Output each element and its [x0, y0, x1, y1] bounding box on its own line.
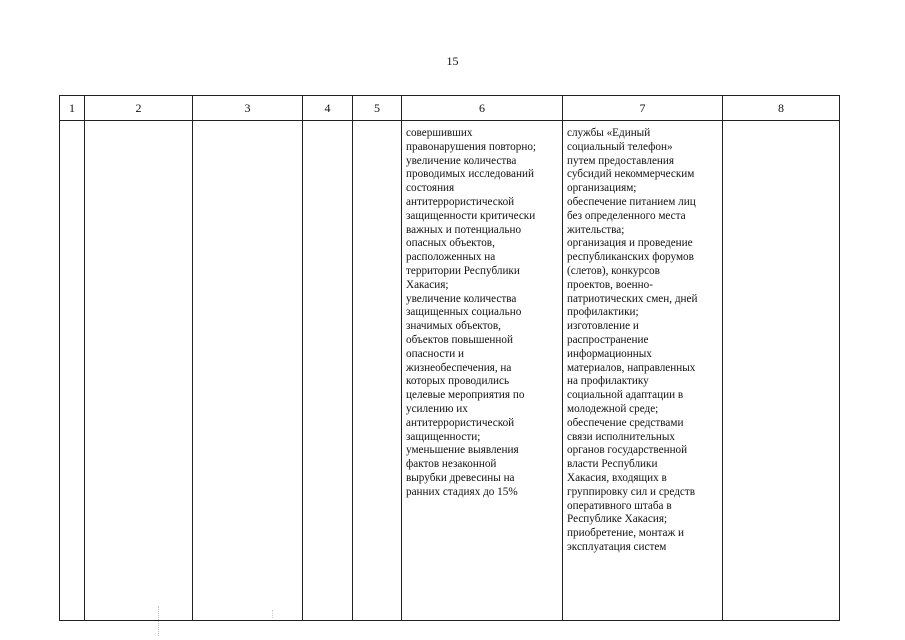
- cell-col8: [723, 121, 840, 621]
- scan-artifact: [158, 606, 160, 636]
- cell-col1: [60, 121, 85, 621]
- scan-artifact: [272, 610, 274, 618]
- page-number: 15: [446, 54, 459, 68]
- cell-col3: [193, 121, 303, 621]
- cell-col6-indicators: [402, 121, 563, 621]
- column-header-5: 5: [353, 96, 402, 121]
- column-header-8: 8: [723, 96, 840, 121]
- table-header-row: [60, 96, 840, 121]
- column-header-7: 7: [563, 96, 723, 121]
- table-row: [60, 121, 840, 621]
- cell-col7-measures: [563, 121, 723, 621]
- column-header-4: 4: [303, 96, 353, 121]
- indicators-text: совершивших правонарушения повторно; увеличение количества проводимых исследований состояния антитеррористической защищенности критически важных и потенциально опасных объектов, расположенных на территории Республики Хакасия; увеличение количества защищенных социально значимых объектов, объектов повышенной опасности и жизнеобеспечения, на которых проводились целевые мероприятия по усилению их антитеррористической защищенности; уменьшение выявления фактов незаконной вырубки древесины на ранних стадиях до 15%: [406, 127, 537, 498]
- column-header-3: 3: [193, 96, 303, 121]
- cell-col5: [353, 121, 402, 621]
- measures-text: службы «Единый социальный телефон» путем предоставления субсидий некоммерческим организациям; обеспечение питанием лиц без определенного места жительства; организация и проведение республиканских форумов (слетов), конкурсов проектов, военно- патриотических смен, дней профилактики; изготовление и распространение информационных материалов, направленных на профилактику социальной адаптации в молодежной среде; обеспечение средствами связи исполнительных органов государственной власти Республики Хакасия, входящих в группировку сил и средств оперативного штаба в Республике Хакасия; приобретение, монтаж и эксплуатация систем: [567, 127, 698, 553]
- column-header-6: 6: [402, 96, 563, 121]
- column-header-2: 2: [85, 96, 193, 121]
- data-table: [59, 95, 840, 621]
- cell-col4: [303, 121, 353, 621]
- cell-col2: [85, 121, 193, 621]
- column-header-1: 1: [60, 96, 85, 121]
